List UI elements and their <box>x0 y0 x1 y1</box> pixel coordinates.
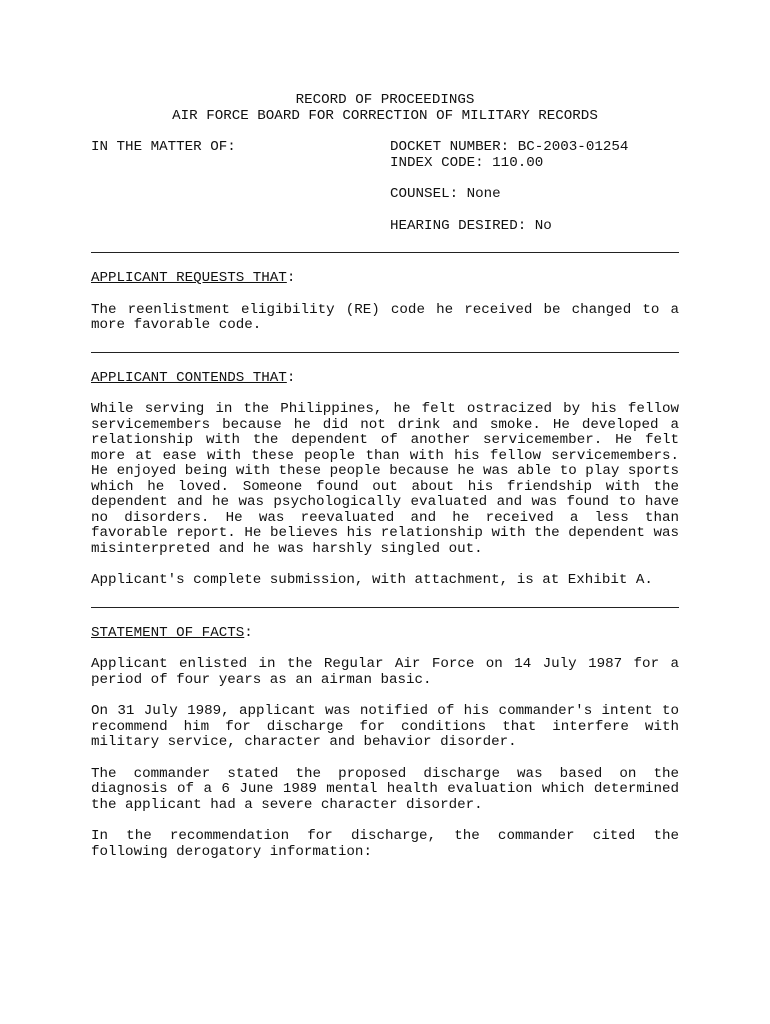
section-divider <box>91 352 679 353</box>
board-title: AIR FORCE BOARD FOR CORRECTION OF MILITARY RECORDS <box>172 107 598 124</box>
requests-heading: APPLICANT REQUESTS THAT: <box>91 270 296 286</box>
requests-text: The reenlistment eligibility (RE) code he received be changed to a more favorable code. <box>91 301 679 333</box>
facts-heading: STATEMENT OF FACTS: <box>91 624 253 641</box>
contends-paragraph-2: Applicant's complete submission, with attachment, is at Exhibit A. <box>91 572 653 588</box>
contends-heading: APPLICANT CONTENDS THAT: <box>91 369 296 386</box>
counsel: COUNSEL: None <box>390 186 501 202</box>
record-title: RECORD OF PROCEEDINGS <box>295 92 475 108</box>
contends-paragraph-1: While serving in the Philippines, he felt ostracized by his fellow servicemembers because he did not drink and smoke. He developed a relationship with the dependent of another servicemember. He felt more at ease with these people than with his fellow servicemembers. He enjoyed being with these people because he was able to play sports which he loved. Someone found out about his friendship with the dependent and he was psychologically evaluated and was found to have no disorders. He was reevaluated and he received a less than favorable report. He believes his relationship with the dependent was misinterpreted and he was harshly singled out. <box>91 401 679 557</box>
facts-paragraph-4: In the recommendation for discharge, the commander cited the following derogatory information: <box>91 828 679 860</box>
case-details <box>390 140 679 234</box>
section-divider <box>91 252 679 253</box>
case-header <box>91 140 679 234</box>
hearing-desired: HEARING DESIRED: No <box>390 217 552 234</box>
document-page <box>91 93 679 860</box>
section-divider <box>91 607 679 608</box>
docket-number: DOCKET NUMBER: BC-2003-01254 <box>390 139 629 155</box>
facts-paragraph-2: On 31 July 1989, applicant was notified of his commander's intent to recommend him for discharge for conditions that interfere with military service, character and behavior disorder. <box>91 703 679 750</box>
facts-paragraph-1: Applicant enlisted in the Regular Air Force on 14 July 1987 for a period of four years as an airman basic. <box>91 656 679 688</box>
matter-label: IN THE MATTER OF: <box>91 139 236 155</box>
facts-paragraph-3: The commander stated the proposed discharge was based on the diagnosis of a 6 June 1989 mental health evaluation which determined the applicant had a severe character disorder. <box>91 765 679 813</box>
index-code: INDEX CODE: 110.00 <box>390 154 544 171</box>
